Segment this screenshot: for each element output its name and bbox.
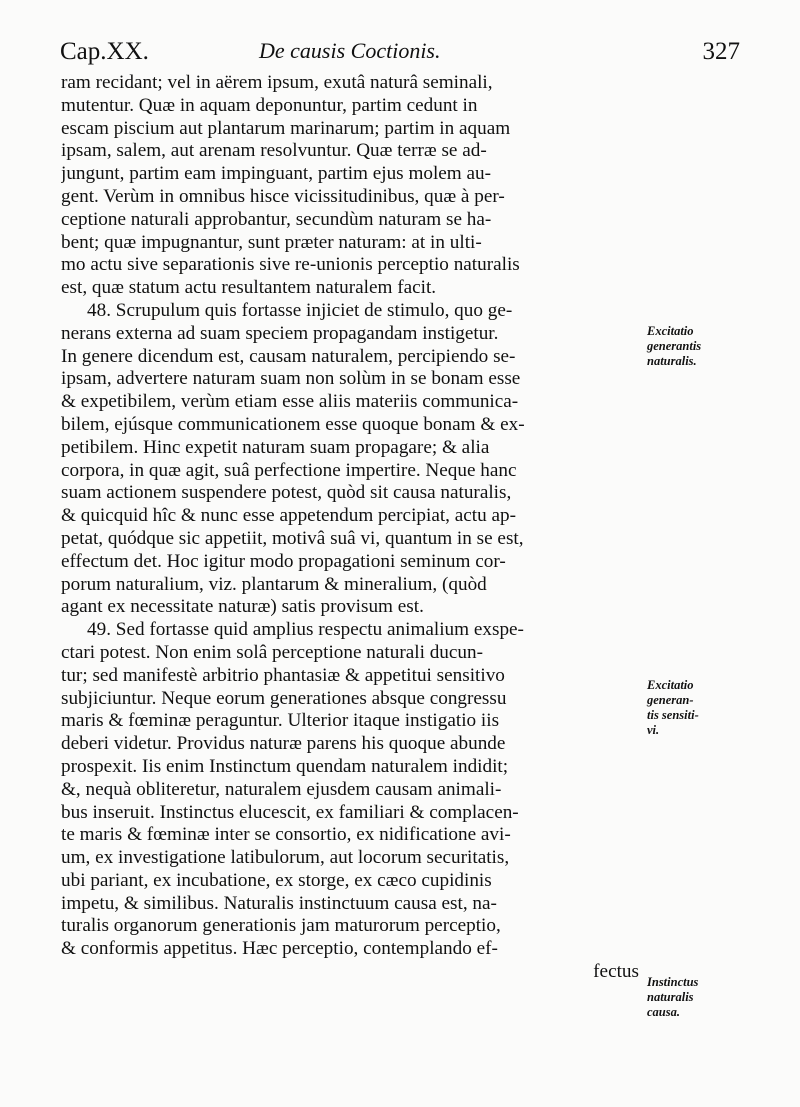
margin-note-line: Excitatio (647, 324, 694, 338)
text-line: petibilem. Hinc expetit naturam suam propagare; & alia (61, 436, 490, 458)
text-line: subjiciuntur. Neque eorum generationes absque congressu (61, 687, 507, 709)
text-line: 49. Sed fortasse quid amplius respectu animalium exspe- (87, 619, 524, 641)
text-line: 48. Scrupulum quis fortasse injiciet de stimulo, quo ge- (87, 299, 513, 321)
margin-note-line: Instinctus (647, 975, 699, 989)
bleed-through-ghost (666, 813, 746, 873)
text-line: porum naturalium, viz. plantarum & mineralium, (quòd (61, 573, 487, 595)
margin-note-excitatio-sensitivi (647, 678, 733, 738)
text-line: ceptione naturali approbantur, secundùm naturam se ha- (61, 208, 492, 230)
margin-note-line: tis sensiti- (647, 708, 699, 722)
body-text (61, 72, 639, 984)
text-line: ram recidant; vel in aërem ipsum, exutâ naturâ seminali, (61, 72, 493, 93)
text-line: bent; quæ impugnantur, sunt præter naturam: at in ulti- (61, 231, 482, 253)
text-line: suam actionem suspendere potest, quòd sit causa naturalis, (61, 482, 512, 504)
margin-note-instinctus-causa (647, 975, 733, 1020)
running-header (56, 36, 740, 72)
text-line: tur; sed manifestè arbitrio phantasiæ & appetitui sensitivo (61, 664, 505, 686)
margin-note-line: naturalis (647, 990, 694, 1004)
text-line: mutentur. Quæ in aquam deponuntur, partim cedunt in (61, 94, 478, 116)
running-title: De causis Coctionis. (259, 38, 441, 63)
margin-note-line: naturalis. (647, 354, 697, 368)
text-line: gent. Verùm in omnibus hisce vicissitudinibus, quæ à per- (61, 185, 505, 207)
text-line: turalis organorum generationis jam maturorum perceptio, (61, 915, 501, 937)
text-line: ubi pariant, ex incubatione, ex storge, ex cæco cupidinis (61, 869, 492, 891)
text-line: In genere dicendum est, causam naturalem, percipiendo se- (61, 345, 516, 367)
text-line: um, ex investigatione latibulorum, aut locorum securitatis, (61, 847, 510, 869)
text-line: nerans externa ad suam speciem propagandam instigetur. (61, 322, 499, 344)
text-line: & conformis appetitus. Hæc perceptio, contemplando ef- (61, 938, 498, 960)
text-line: est, quæ statum actu resultantem naturalem facit. (61, 277, 437, 299)
text-line: jungunt, partim eam impinguant, partim ejus molem au- (61, 163, 492, 185)
page-number: 327 (702, 38, 740, 65)
margin-note-line: causa. (647, 1005, 680, 1019)
catchword: fectus (593, 961, 639, 983)
text-line: corpora, in quæ agit, suâ perfectione impertire. Neque hanc (61, 459, 517, 481)
chapter-label: Cap.XX. (60, 38, 149, 65)
text-line: bus inseruit. Instinctus elucescit, ex familiari & complacen- (61, 801, 519, 823)
text-line: petat, quódque sic appetiit, motivâ suâ vi, quantum in se est, (61, 527, 524, 549)
text-line: ipsam, salem, aut arenam resolvuntur. Quæ terræ se ad- (61, 140, 487, 162)
margin-note-line: generantis (647, 339, 702, 353)
text-line: agant ex necessitate naturæ) satis provisum est. (61, 596, 424, 618)
text-line: &, nequà obliteretur, naturalem ejusdem causam animali- (61, 778, 502, 800)
text-line: impetu, & similibus. Naturalis instinctuum causa est, na- (61, 892, 497, 914)
margin-note-line: Excitatio (647, 678, 694, 692)
margin-note-line: vi. (647, 723, 660, 737)
text-line: ipsam, advertere naturam suam non solùm in se bonam esse (61, 368, 521, 390)
text-line: maris & fœminæ peraguntur. Ulterior itaque instigatio iis (61, 710, 500, 732)
text-line: & expetibilem, verùm etiam esse aliis materiis communica- (61, 391, 519, 413)
text-line: prospexit. Iis enim Instinctum quendam naturalem indidit; (61, 755, 509, 777)
text-line: & quicquid hîc & nunc esse appetendum percipiat, actu ap- (61, 505, 517, 527)
text-line: mo actu sive separationis sive re-unionis perceptio naturalis (61, 254, 520, 276)
text-line: effectum det. Hoc igitur modo propagationi seminum cor- (61, 550, 506, 572)
text-line: escam piscium aut plantarum marinarum; partim in aquam (61, 117, 511, 139)
margin-note-excitatio-generantis (647, 324, 733, 369)
text-line: bilem, ejúsque communicationem esse quoque bonam & ex- (61, 413, 525, 435)
text-line: ctari potest. Non enim solâ perceptione naturali ducun- (61, 641, 483, 663)
text-line: te maris & fœminæ inter se consortio, ex nidificatione avi- (61, 824, 511, 846)
margin-note-line: generan- (647, 693, 694, 707)
text-line: deberi videtur. Providus naturæ parens his quoque abunde (61, 733, 506, 755)
